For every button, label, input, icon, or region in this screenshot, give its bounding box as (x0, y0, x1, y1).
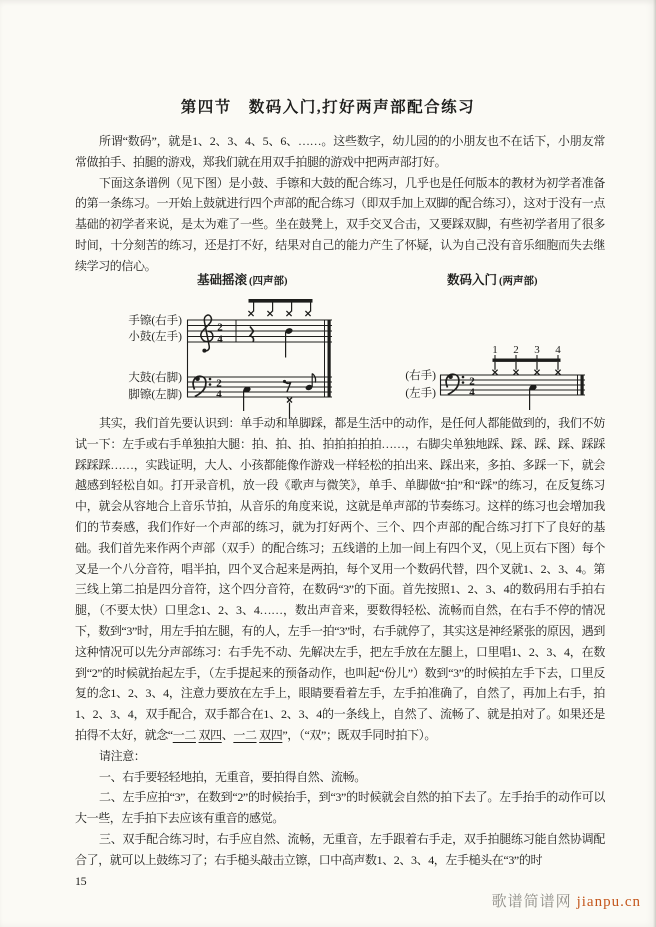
page-number: 15 (75, 873, 87, 888)
treble-clef-icon (201, 315, 213, 353)
fig1-label-snare: 小鼓(左手) (128, 331, 182, 343)
fig1-basic-rock (128, 272, 332, 419)
beam (249, 299, 313, 303)
underlined-count-3: 一二 (233, 727, 257, 742)
paragraph-digits-intro: 所谓“数码”，就是1、2、3、4、5、6、……。这些数字，幼儿园的的小朋友也不在话下，小朋友常常做拍手、拍腿的游戏，郑我们就在用双手拍腿的游戏中把两声部打好。 (75, 134, 605, 169)
fig1-time-sig-lower: 4 (217, 333, 223, 346)
fig2-stems (495, 362, 558, 370)
underlined-count-4: 双四 (259, 727, 283, 742)
fig1-caption: 基础摇滚 (196, 273, 247, 287)
fig2-number-ticks (495, 355, 558, 359)
fig1-caption-sub: (四声部) (249, 276, 288, 287)
intro-text-block (75, 131, 605, 277)
fig2-final-thick-barline (581, 375, 584, 395)
practice-method-tail: ”，（“双”；既双手同时拍下）。 (282, 727, 436, 742)
fig2-count-numbers (492, 344, 561, 356)
notation-figures (0, 268, 656, 424)
fig1-label-hand-cymbal: 手镲(右手) (128, 315, 182, 327)
fig2-beam (493, 359, 561, 362)
fig2-label-left-hand: (左手) (405, 387, 436, 400)
underlined-count-2: 双四 (198, 727, 222, 742)
watermark-site-url: jianpu.cn (576, 894, 641, 910)
fig2-caption: 数码入门 (446, 273, 497, 287)
x-noteheads (248, 311, 310, 316)
note-1: 一、右手要轻轻地拍，无重音，要拍得自然、流畅。 (99, 769, 366, 784)
paragraph-example-desc: 下面这条谱例（见下图）是小鼓、手镲和大鼓的配合练习，几乎也是任何版本的教材为初学者准备的第一条练习。一开始上鼓就进行四个声部的配合练习（即双手加上双脚的配合练习），这对于没有一点基础的初学者来说，是太为难了一些。坐在鼓凳上，双手交叉合击，又要踩双脚，有些初学者用了很多时间，十分刻苦的练习，还是打不好，结果对自己的能力产生了怀疑，认为自己没有音乐细胞而失去继续学习的信心。 (75, 175, 605, 273)
watermark-site-name: 歌谱简谱网 (491, 894, 572, 910)
fig2-bass-clef-icon (446, 374, 464, 394)
fig2-caption-sub: (两声部) (499, 276, 538, 287)
underlined-count-1: 一二 (172, 727, 196, 742)
count-number-4: 4 (555, 344, 561, 356)
fig1-time-sig2-lower: 4 (216, 388, 222, 401)
page-title: 第四节 数码入门,打好两声部配合练习 (180, 99, 476, 116)
bass-clef-icon (193, 376, 211, 396)
fig2-digits-intro (405, 272, 585, 410)
paragraph-practice-method (75, 413, 605, 746)
fig1-label-foot-cymbal: 脚镲(左脚) (128, 389, 182, 401)
fig1-final-thick-barline (328, 320, 331, 397)
fig1-hand-cymbal-notes (248, 299, 312, 316)
fig2-staff (440, 375, 585, 395)
count-number-3: 3 (534, 344, 540, 356)
count-number-1: 1 (492, 344, 498, 356)
watermark (492, 890, 641, 911)
quarter-rest-icon (250, 327, 254, 342)
fig2-time-sig-upper: 2 (469, 375, 475, 388)
music-notation-svg (0, 268, 656, 424)
fig2-label-right-hand: (右手) (405, 370, 436, 382)
count-separator: 、 (221, 727, 234, 742)
note-3: 三、双手配合练习时，右手应自然、流畅，无重音，左手跟着右手走，双手拍腿练习能自然协调配合了，就可以上鼓练习了；右手槌头敲击立镲，口中高声数1、2、3、4，左手槌头在“3”的时 (75, 831, 605, 867)
fig1-time-sig2-upper: 2 (216, 377, 222, 390)
main-text-block (75, 413, 605, 891)
count-number-2: 2 (513, 344, 519, 356)
fig2-time-sig-lower: 4 (469, 386, 475, 399)
practice-method-text: 其实，我们首先要认识到：单手动和单脚踩，都是生活中的动作，是任何人都能做到的，我们不妨试一下：左手或右手单独拍大腿：拍、拍、拍、拍拍拍拍拍……，右脚尖单独地踩、踩、踩、踩、踩踩踩踩踩……，实践证明，大人、小孩都能像作游戏一样轻松的拍出来、踩出来，多拍、多踩一下，就会越感到轻松自如。打开录音机，放一段《歌声与微笑》，单手、单脚做“拍”和“踩”的练习，在反复练习中，就会从容地合上音乐节拍，从音乐的角度来说，这就是单声部的节奏练习。这样的练习也会增加我们的节奏感，我们作好一个声部的练习，就为打好两个、三个、四个声部的配合练习打下了良好的基础。我们首先来作两个声部（双手）的配合练习；五线谱的上加一间上有四个叉，（见上页右下图）每个叉是一个八分音符，唱半拍，四个叉合起来是两拍，每个叉用一个数码代替，四个叉就1、2、3、4。第三线上第二拍是四分音符，这个四分音符，在数码“3”的下面。首先按照1、2、3、4的数码用右手拍右腿，（不要太快）口里念1、2、3、4……，数出声音来，要数得轻松、流畅而自然，在右手不停的情况下，数到“3”时，用左手拍左腿，有的人，左手一拍“3”时，右手就停了，其实这是神经紧张的原因，遇到这种情况可以先分声部练习：右手先不动、先解决左手，把左手放在左腿上，口里唱1、2、3、4，在数到“2”的时候就抬起左手，（左手提起来的预备动作，也叫起“份儿”）数到“3”的时候拍左手下去，口里反复的念1、2、3、4，注意力要放在左手上，眼睛要看着左手，左手拍准确了，自然了，再加上右手，拍1、2、3、4，双手配合，双手都合在1、2、3、4的一条线上，自然了、流畅了、就是拍对了。如果还是拍得不太好，就念“ (75, 416, 605, 742)
notice-heading: 请注意： (99, 748, 146, 763)
fig2-x-noteheads (492, 370, 560, 375)
fig2-left-hand-note (529, 384, 538, 410)
fig1-time-sig-upper: 2 (217, 321, 223, 334)
note-2: 二、左手应拍“3”，在数到“2”的时候抬手，到“3”的时候就会自然的拍下去了。左手抬手的动作可以大一些，左手拍下去应该有重音的感觉。 (75, 790, 605, 826)
fig1-bass-drum-note (243, 386, 252, 411)
fig1-label-bass-drum: 大鼓(右脚) (128, 372, 182, 384)
